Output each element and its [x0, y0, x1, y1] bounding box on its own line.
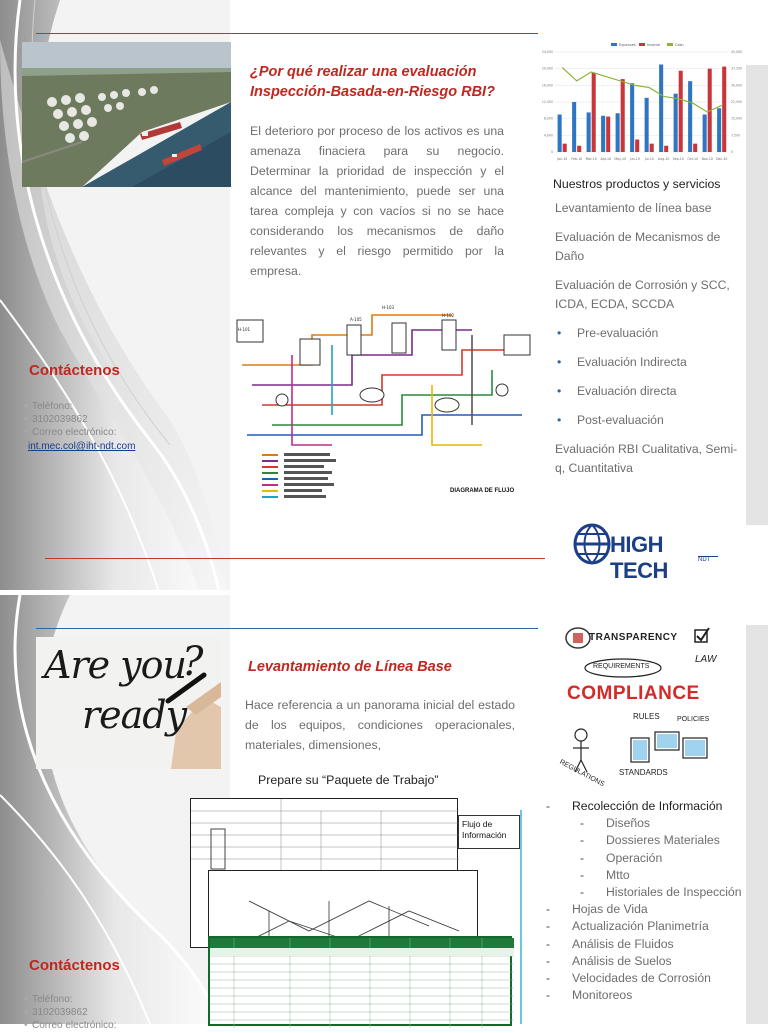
chart-bar-income: [621, 79, 625, 152]
word-requirements: REQUIREMENTS: [593, 663, 650, 670]
product-subitem: • Pre-evaluación: [555, 324, 745, 343]
product-item: Evaluación de Corrosión y SCC, ICDA, ECDA, SCCDA: [555, 278, 730, 311]
chart-x-tick-label: Jan-10: [557, 157, 568, 161]
chart-bar-income: [664, 146, 668, 152]
collect-item: - Actualización Planimetría: [544, 918, 744, 935]
chart-x-tick-label: Jul-10: [644, 157, 654, 161]
photo-text-line1: Are you: [44, 643, 186, 687]
contact-title: Contáctenos: [29, 362, 120, 379]
svg-text:H-101: H-101: [238, 327, 251, 332]
chart-legend-label: Cash: [675, 43, 684, 47]
chart-legend-label: Income: [647, 43, 660, 47]
logo-text: HIGH TECH: [610, 532, 668, 583]
contact-list: [24, 400, 116, 439]
chart-legend-swatch: [667, 43, 673, 46]
collect-item: - Hojas de Vida: [544, 901, 744, 918]
chart-x-tick-label: May-10: [614, 157, 627, 161]
are-you-ready-photo: [36, 637, 221, 769]
chart-y2-tick-label: 15,000: [731, 116, 743, 121]
chart-x-tick-label: Apr-10: [600, 157, 612, 161]
collect-item: - Monitoreos: [544, 987, 744, 1004]
right-strip: [746, 65, 768, 525]
chart-y-tick-label: 4,000: [543, 133, 553, 138]
chart-bar-income: [577, 146, 581, 152]
chart-bar-expenses: [601, 116, 605, 152]
chart-y2-tick-label: 0: [731, 150, 734, 154]
chart-bar-expenses: [558, 115, 562, 153]
chart-x-tick-label: Nov-10: [701, 157, 713, 161]
chart-bar-income: [606, 117, 610, 152]
work-package-title: Prepare su “Paquete de Trabajo”: [258, 773, 439, 787]
collect-item: - Velocidades de Corrosión: [544, 970, 744, 987]
chart-y-tick-label: 0: [550, 150, 553, 154]
chart-bar-expenses: [674, 94, 678, 152]
top-rule: [36, 33, 538, 34]
right-strip: [746, 625, 768, 1024]
contact-phone-label: • Teléfono:: [24, 400, 116, 413]
word-law: LAW: [695, 654, 717, 665]
process-flow-diagram: [232, 295, 540, 505]
chart-x-tick-label: Mar-10: [585, 157, 597, 161]
chart-y-tick-label: 8,000: [543, 116, 553, 121]
top-rule: [36, 628, 538, 629]
word-regulations: REGULATIONS: [558, 758, 606, 789]
photo-text-line2: ready: [82, 693, 187, 737]
word-rules: RULES: [633, 712, 660, 721]
chart-bar-expenses: [645, 98, 649, 152]
contact-phone-label: • Teléfono:: [24, 993, 116, 1006]
question-mark: ?: [182, 639, 204, 685]
product-item: Evaluación de Mecanismos de Daño: [555, 230, 721, 263]
chart-x-tick-label: Oct-10: [687, 157, 699, 161]
chart-bar-expenses: [717, 108, 721, 152]
collect-sub-item: - Diseños: [544, 815, 744, 832]
chart-y-tick-label: 12,000: [541, 100, 553, 104]
chart-y2-tick-label: 30,000: [731, 83, 743, 88]
collect-sub-item: - Operación: [544, 850, 744, 867]
compliance-sketch: [553, 620, 723, 788]
page1-heading: ¿Por qué realizar una evaluación Inspección-Basada-en-Riesgo RBI?: [250, 64, 495, 100]
chart-bar-expenses: [688, 81, 692, 152]
page1-body-text: El deterioro por proceso de los activos es una amenaza finaciera para su negocio. Determinar la prioridad de inspección y el alcance del mantenimiento, puede ser una tarea compleja y con vacíos si no se hace considerando los mecanismos de daño relevantes y el riesgo permitido por la empresa.: [250, 124, 504, 278]
chart-bar-expenses: [659, 65, 663, 153]
chart-x-tick-label: Jun-10: [629, 157, 640, 161]
chart-y2-tick-label: 45,000: [731, 50, 743, 54]
chart-bar-income: [592, 73, 596, 152]
chart-bar-income: [563, 144, 567, 152]
chart-bar-expenses: [616, 113, 620, 152]
word-policies: POLICIES: [677, 716, 710, 723]
chart-y-tick-label: 20,000: [541, 66, 553, 71]
info-flow-connector: [520, 810, 522, 1024]
chart-legend-swatch: [639, 43, 645, 46]
contact-email-label: • Correo electrónico:: [24, 1019, 116, 1032]
chart-bar-income: [679, 71, 683, 152]
chart-y2-tick-label: 7,500: [731, 133, 741, 138]
collect-sub-item: - Historiales de Inspección: [544, 884, 744, 901]
contact-phone: • 3102039862: [24, 413, 116, 426]
contact-email-link[interactable]: int.mec.col@iht-ndt.com: [28, 441, 136, 452]
chart-bar-expenses: [703, 115, 707, 153]
chart-x-tick-label: Aug-10: [658, 157, 670, 161]
svg-text:A-105: A-105: [350, 317, 362, 322]
chart-x-tick-label: Sep-10: [672, 157, 684, 161]
chart-legend-swatch: [611, 43, 617, 46]
chart-bar-income: [722, 67, 726, 152]
chart-x-tick-label: Feb-10: [571, 157, 583, 161]
chart-x-tick-label: Dec-10: [716, 157, 728, 161]
collect-item: - Análisis de Suelos: [544, 953, 744, 970]
page2-heading: Levantamiento de Línea Base: [248, 659, 452, 675]
chart-line-cash: [562, 68, 722, 112]
chart-y2-tick-label: 22,500: [731, 100, 743, 104]
word-transparency: TRANSPARENCY: [589, 632, 678, 643]
chart-y2-tick-label: 37,500: [731, 66, 743, 71]
product-item: Evaluación RBI Cualitativa, Semi-q, Cuantitativa: [555, 442, 738, 475]
chart-bar-expenses: [572, 102, 576, 152]
contact-phone: • 3102039862: [24, 1006, 116, 1019]
collect-sub-item: - Dossieres Materiales: [544, 832, 744, 849]
product-subitem: • Evaluación directa: [555, 382, 745, 401]
word-compliance: COMPLIANCE: [567, 683, 700, 704]
globe-logo-icon: [572, 522, 612, 566]
collect-sub-item: - Mtto: [544, 867, 744, 884]
collect-item: - Análisis de Fluidos: [544, 936, 744, 953]
chart-legend-label: Expenses: [619, 43, 636, 47]
contact-email-label: • Correo electrónico:: [24, 426, 116, 439]
products-title: Nuestros productos y servicios: [553, 177, 721, 191]
chart-bar-income: [693, 144, 697, 152]
info-flow-label: Flujo de Información: [458, 815, 520, 849]
product-subitem: • Evaluación Indirecta: [555, 353, 745, 372]
chart-bar-expenses: [587, 112, 591, 152]
bar-line-chart: [533, 40, 743, 168]
svg-text:H-103: H-103: [382, 305, 395, 310]
data-table-document: [208, 936, 512, 1026]
contact-list: [24, 993, 116, 1032]
collect-top-item: - Recolección de Información: [544, 798, 744, 815]
chart-svg: [533, 40, 743, 168]
word-standards: STANDARDS: [619, 768, 668, 777]
refinery-port-photo: [22, 42, 231, 187]
product-item: Levantamiento de línea base: [555, 201, 712, 215]
product-subitem: • Post-evaluación: [555, 411, 745, 430]
chart-bar-income: [635, 140, 639, 153]
svg-text:H-102: H-102: [442, 313, 455, 318]
bottom-rule: [45, 558, 545, 559]
logo-subtext: NDT: [698, 556, 718, 563]
high-tech-logo: [572, 520, 722, 583]
information-collection-list: [544, 798, 744, 1004]
products-list: [555, 199, 745, 488]
chart-y-tick-label: 16,000: [541, 83, 553, 88]
chart-y-tick-label: 24,000: [541, 50, 553, 54]
diagram-caption: DIAGRAMA DE FLUJO: [450, 488, 515, 494]
chart-bar-expenses: [630, 83, 634, 152]
chart-bar-income: [650, 144, 654, 152]
page2-body-text: Hace referencia a un panorama inicial del estado de los equipos, condiciones operacionales, materiales, dimensiones,: [245, 698, 515, 752]
contact-title: Contáctenos: [29, 957, 120, 974]
